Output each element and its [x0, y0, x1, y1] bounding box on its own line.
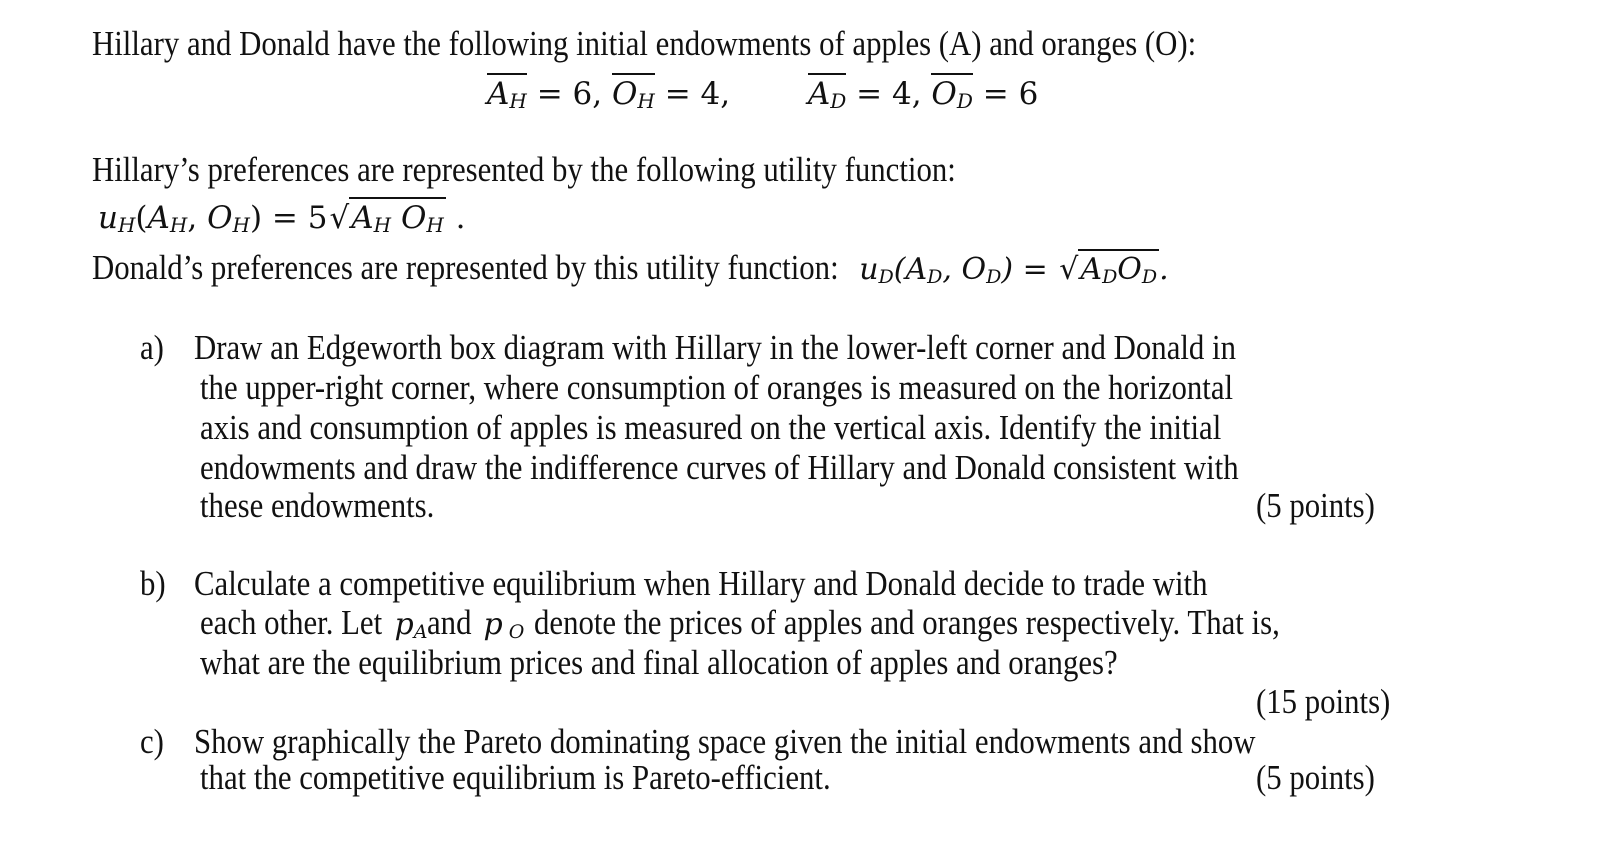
question-c-line: that the competitive equilibrium is Pareto-efficient. [200, 758, 831, 797]
question-c-line: Show graphically the Pareto dominating space given the initial endowments and show [194, 722, 1256, 761]
question-a-line: Draw an Edgeworth box diagram with Hillary in the lower-left corner and Donald in [194, 328, 1236, 367]
question-a-line: axis and consumption of apples is measured on the vertical axis. Identify the initial [200, 408, 1222, 447]
question-a-line: these endowments. [200, 486, 435, 525]
donald-oranges-value: 6 [1018, 76, 1039, 112]
donald-apples-value: 4 [891, 76, 912, 112]
question-b-letter: b) [140, 564, 166, 603]
question-c-letter: c) [140, 722, 164, 761]
hillary-utility-coefficient: 5 [307, 200, 328, 236]
question-b-line-with-prices: each other. Let $p_Aand$ p $_O$ denote the prices of apples and oranges respectively. That is, [200, 603, 1280, 643]
question-b-text-and: and [427, 603, 472, 642]
donald-preferences-line: Donald’s preferences are represented by this utility function: $u_D(A_D$, $O_D) = √A_DO_D$. [92, 248, 1169, 288]
hillary-apples-value: 6 [572, 76, 593, 112]
question-a-line: the upper-right corner, where consumption of oranges is measured on the horizontal [200, 368, 1234, 407]
donald-preferences-text: Donald’s preferences are represented by this utility function: [92, 248, 839, 287]
question-b-line: what are the equilibrium prices and final allocation of apples and oranges? [200, 643, 1118, 682]
hillary-oranges-value: 4, [700, 76, 731, 112]
hillary-preferences-text: Hillary’s preferences are represented by the following utility function: [92, 150, 956, 189]
question-a-line: endowments and draw the indifference curves of Hillary and Donald consistent with [200, 448, 1239, 487]
question-b-text-start: each other. Let [200, 603, 383, 642]
question-b-points: (15 points) [1256, 682, 1391, 721]
question-c-points: (5 points) [1256, 758, 1375, 797]
intro-text: Hillary and Donald have the following initial endowments of apples (A) and oranges (O): [92, 24, 1197, 63]
question-a-letter: a) [140, 328, 164, 367]
endowments-equation: $A_H = 6$, $O_H = 4$, $A_D = 4$, $O_D = 6$ [487, 74, 1038, 114]
question-b-line: Calculate a competitive equilibrium when Hillary and Donald decide to trade with [194, 564, 1208, 603]
question-b-text-end: denote the prices of apples and oranges respectively. That is, [533, 603, 1280, 642]
question-a-points: (5 points) [1256, 486, 1375, 525]
hillary-utility-equation: $u_H(A_H$, $O_H) = 5√A_H$ $O_H$ . [98, 198, 466, 238]
